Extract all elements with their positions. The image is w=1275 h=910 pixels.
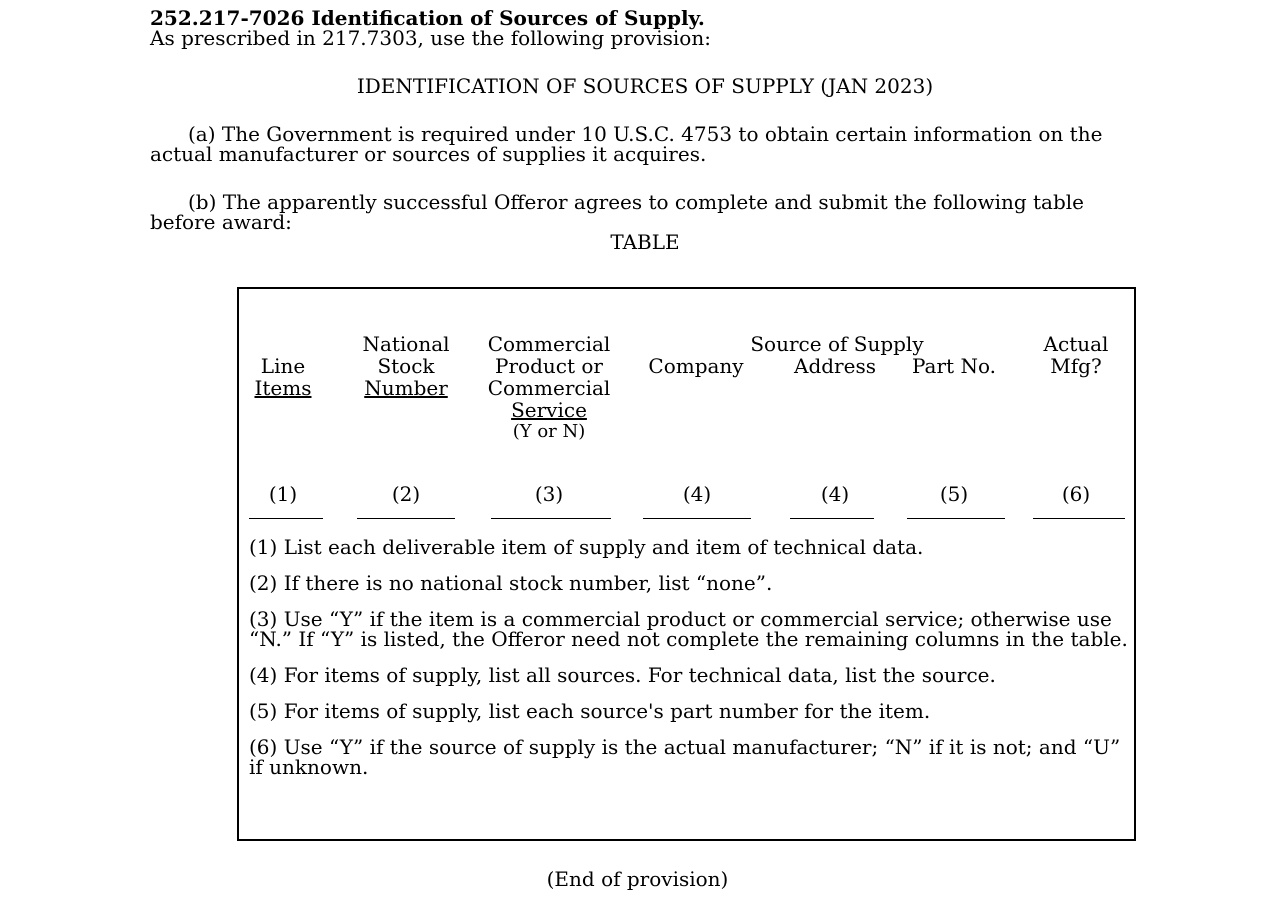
end-of-provision: (End of provision) <box>546 867 729 891</box>
column-number-2: (2) <box>391 482 421 506</box>
column-header-company <box>641 333 751 377</box>
column-number-4-address: (4) <box>820 482 850 506</box>
paragraph-b: (b) The apparently successful Offeror agrees to complete and submit the following table before award: <box>150 190 1085 234</box>
column-header-actual-mfg <box>1031 333 1121 377</box>
part-no-line1: Part No. <box>912 354 996 378</box>
actual-mfg-line1: Actual <box>1043 332 1109 356</box>
address-line1: Address <box>794 354 876 378</box>
document-body <box>150 8 1140 252</box>
section-heading: 252.217-7026 Identification of Sources of Supply. <box>150 6 705 30</box>
column-header-line-items <box>243 333 323 399</box>
note-2: (2) If there is no national stock number, list “none”. <box>249 571 773 595</box>
column-header-nsn <box>351 333 461 399</box>
commercial-line4: Service <box>511 398 587 422</box>
table-caption: TABLE <box>610 230 680 254</box>
entry-line <box>643 518 751 519</box>
actual-mfg-line2: Mfg? <box>1050 354 1102 378</box>
note-5: (5) For items of supply, list each source's part number for the item. <box>249 699 931 723</box>
column-header-address <box>787 333 883 377</box>
entry-line <box>249 518 323 519</box>
line-items-line2: Items <box>254 376 312 400</box>
prescription-text: As prescribed in 217.7303, use the following provision: <box>150 26 711 50</box>
line-items-line1: Line <box>260 354 306 378</box>
commercial-line5: (Y or N) <box>512 421 586 442</box>
provision-title: IDENTIFICATION OF SOURCES OF SUPPLY (JAN 2023) <box>356 74 934 98</box>
note-6: (6) Use “Y” if the source of supply is the actual manufacturer; “N” if it is not; and “U” if unknown. <box>249 735 1121 779</box>
column-header-part-no <box>901 333 1007 377</box>
commercial-line3: Commercial <box>487 376 611 400</box>
entry-line <box>357 518 455 519</box>
nsn-line3: Number <box>364 376 448 400</box>
company-line1: Company <box>648 354 744 378</box>
paragraph-a: (a) The Government is required under 10 U.S.C. 4753 to obtain certain information on the actual manufacturer or sources of supplies it acquires. <box>150 122 1103 166</box>
nsn-line2: Stock <box>377 354 435 378</box>
column-number-5: (5) <box>939 482 969 506</box>
column-number-1: (1) <box>268 482 298 506</box>
entry-line <box>907 518 1005 519</box>
column-number-6: (6) <box>1061 482 1091 506</box>
note-1: (1) List each deliverable item of supply and item of technical data. <box>249 535 924 559</box>
nsn-line1: National <box>362 332 450 356</box>
commercial-line2: Product or <box>495 354 603 378</box>
entry-line <box>790 518 874 519</box>
entry-line <box>1033 518 1125 519</box>
commercial-line1: Commercial <box>487 332 611 356</box>
entry-line <box>491 518 611 519</box>
column-header-commercial <box>479 333 619 443</box>
source-of-supply-header: Source of Supply <box>750 332 924 356</box>
column-number-3: (3) <box>534 482 564 506</box>
table-notes <box>249 537 1129 793</box>
column-number-4-company: (4) <box>682 482 712 506</box>
note-3: (3) Use “Y” if the item is a commercial product or commercial service; otherwise use “N.” If “Y” is listed, the Offeror need not complete the remaining columns in the table. <box>249 607 1128 651</box>
sources-table <box>237 287 1136 841</box>
note-4: (4) For items of supply, list all sources. For technical data, list the source. <box>249 663 996 687</box>
